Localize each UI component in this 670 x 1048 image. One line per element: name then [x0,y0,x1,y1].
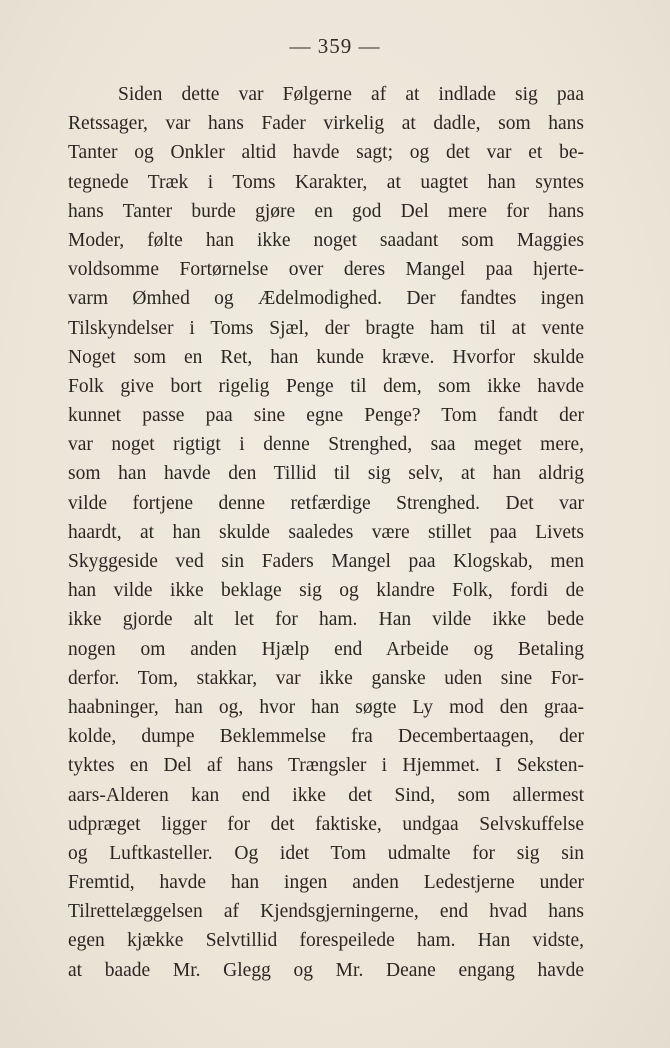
body-text [68,80,584,985]
text-line: egen kjække Selvtillid forespeilede ham. Han vidste, [68,930,584,952]
text-line: nogen om anden Hjælp end Arbeide og Betaling [68,638,584,660]
text-line: Tilrettelæggelsen af Kjendsgjerningerne, end hvad hans [68,901,584,923]
text-line: haardt, at han skulde saaledes være stillet paa Livets [68,521,584,543]
text-line: voldsomme Fortørnelse over deres Mangel paa hjerte- [68,259,584,281]
text-line: tegnede Træk i Toms Karakter, at uagtet han syntes [68,171,584,193]
text-line: ikke gjorde alt let for ham. Han vilde ikke bede [68,609,584,631]
text-line: at baade Mr. Glegg og Mr. Deane engang havde [68,959,584,981]
text-line: og Luftkasteller. Og idet Tom udmalte for sig sin [68,842,584,864]
text-line: aars-Alderen kan end ikke det Sind, som allermest [68,784,584,806]
text-line: varm Ømhed og Ædelmodighed. Der fandtes ingen [68,288,584,310]
text-line: kolde, dumpe Beklemmelse fra Decembertaagen, der [68,726,584,748]
text-line: Siden dette var Følgerne af at indlade sig paa [118,84,584,105]
text-line: vilde fortjene denne retfærdige Strenghed. Det var [68,492,584,514]
text-line: Noget som en Ret, han kunde kræve. Hvorfor skulde [68,346,584,368]
text-line: hans Tanter burde gjøre en god Del mere for hans [68,200,584,222]
text-line: han vilde ikke beklage sig og klandre Folk, fordi de [68,580,584,602]
text-line: haabninger, han og, hvor han søgte Ly mod den graa- [68,696,584,718]
text-line: Folk give bort rigelig Penge til dem, som ikke havde [68,375,584,397]
text-line: udpræget ligger for det faktiske, undgaa Selvskuffelse [68,813,584,835]
text-line: Tilskyndelser i Toms Sjæl, der bragte ham til at vente [68,317,584,339]
text-line: var noget rigtigt i denne Strenghed, saa meget mere, [68,434,584,456]
text-line: Fremtid, havde han ingen anden Ledestjerne under [68,872,584,894]
text-line: Skyggeside ved sin Faders Mangel paa Klogskab, men [68,551,584,572]
page-number: — 359 — [289,34,381,58]
text-line: Retssager, var hans Fader virkelig at dadle, som hans [68,113,584,135]
text-line: tyktes en Del af hans Trængsler i Hjemmet. I Seksten- [68,755,584,777]
text-line: derfor. Tom, stakkar, var ikke ganske uden sine For- [68,667,584,689]
text-line: Tanter og Onkler altid havde sagt; og det var et be- [68,142,584,164]
text-line: som han havde den Tillid til sig selv, at han aldrig [68,463,584,485]
text-line: Moder, følte han ikke noget saadant som Maggies [68,229,584,251]
text-line: kunnet passe paa sine egne Penge? Tom fandt der [68,405,584,427]
